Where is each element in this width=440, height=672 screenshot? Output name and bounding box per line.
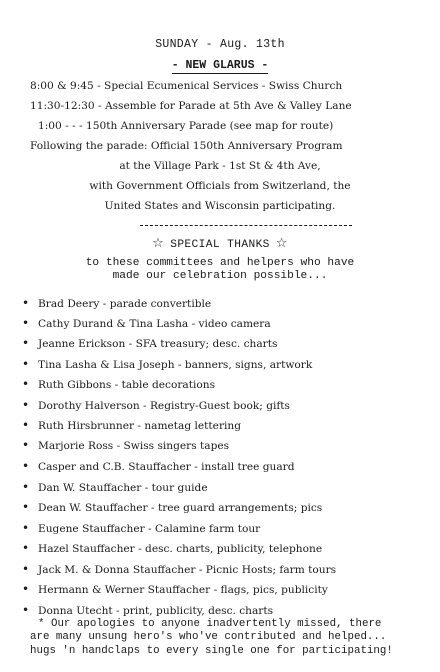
bullet-icon: • [22,521,30,535]
town-heading-text: - NEW GLARUS - [171,59,269,72]
schedule-followup-1: Following the parade: Official 150th Anniversary Program [30,140,343,152]
helper-text: Hazel Stauffacher - desc. charts, publicity, telephone [38,543,323,555]
bullet-icon: • [22,438,30,452]
date-heading: SUNDAY - Aug. 13th [155,38,285,51]
helper-text: Tina Lasha & Lisa Joseph - banners, signs, artwork [38,359,313,371]
bullet-icon: • [22,418,30,432]
town-heading [0,59,440,73]
helper-text: Ruth Gibbons - table decorations [38,379,216,391]
footnote-line-1: * Our apologies to anyone inadvertently missed, there [38,618,382,630]
list-item [22,562,336,582]
thanks-intro-line-2: made our celebration possible... [112,270,328,282]
helper-text: Casper and C.B. Stauffacher - install tree guard [38,461,295,473]
bullet-icon: • [22,582,30,596]
list-item [22,398,290,418]
helper-text: Jeanne Erickson - SFA treasury; desc. charts [38,338,278,350]
list-item [22,459,295,479]
bullet-icon: • [22,377,30,391]
helper-text: Hermann & Werner Stauffacher - flags, pics, publicity [38,584,328,596]
schedule-followup-3: with Government Officials from Switzerland, the [89,180,351,192]
list-item [22,582,328,602]
bullet-icon: • [22,562,30,576]
schedule-item-1: 8:00 & 9:45 - Special Ecumenical Services - Swiss Church [30,80,343,92]
list-item [22,336,277,356]
bullet-icon: • [22,603,30,617]
list-item [22,418,241,438]
list-item [22,500,322,520]
schedule-item-2: 11:30-12:30 - Assemble for Parade at 5th Ave & Valley Lane [30,100,352,112]
list-item [22,377,215,397]
bullet-icon: • [22,398,30,412]
schedule-followup-2: at the Village Park - 1st St & 4th Ave, [119,160,321,172]
bullet-icon: • [22,336,30,350]
helper-text: Ruth Hirsbrunner - nametag lettering [38,420,242,432]
bullet-icon: • [22,459,30,473]
bullet-icon: • [22,480,30,494]
thanks-intro-line-1: to these committees and helpers who have [85,257,355,269]
helper-text: Dan W. Stauffacher - tour guide [38,482,208,494]
bullet-icon: • [22,541,30,555]
list-item [22,316,271,336]
bullet-icon: • [22,357,30,371]
helper-text: Jack M. & Donna Stauffacher - Picnic Hosts; farm tours [38,564,337,576]
helper-text: Marjorie Ross - Swiss singers tapes [38,440,230,452]
list-item [22,480,208,500]
list-item [22,541,322,561]
bullet-icon: • [22,500,30,514]
list-item [22,357,312,377]
list-item [22,438,229,458]
helper-text: Brad Deery - parade convertible [38,298,212,310]
special-thanks-heading [0,236,440,251]
helper-text: Cathy Durand & Tina Lasha - video camera [38,318,271,330]
footnote-line-2: are many unsung hero's who've contributed and helped... [30,631,387,643]
helper-text: Dorothy Halverson - Registry-Guest book; gifts [38,400,290,412]
helper-text: Dean W. Stauffacher - tree guard arrangements; pics [38,502,323,514]
star-icon: ☆ [275,236,288,251]
bullet-icon: • [22,296,30,310]
list-item [22,296,211,316]
schedule-item-3: 1:00 - - - 150th Anniversary Parade (see map for route) [38,120,334,132]
schedule-followup-4: United States and Wisconsin participating. [104,200,336,212]
special-thanks-text: SPECIAL THANKS [170,239,270,251]
helper-text: Donna Utecht - print, publicity, desc. charts [38,605,274,617]
bullet-icon: • [22,316,30,330]
star-icon: ☆ [152,236,165,251]
dashed-divider [140,225,352,226]
list-item [22,521,260,541]
helper-text: Eugene Stauffacher - Calamine farm tour [38,523,261,535]
footnote-line-3: hugs 'n handclaps to every single one for participating! [30,645,393,657]
